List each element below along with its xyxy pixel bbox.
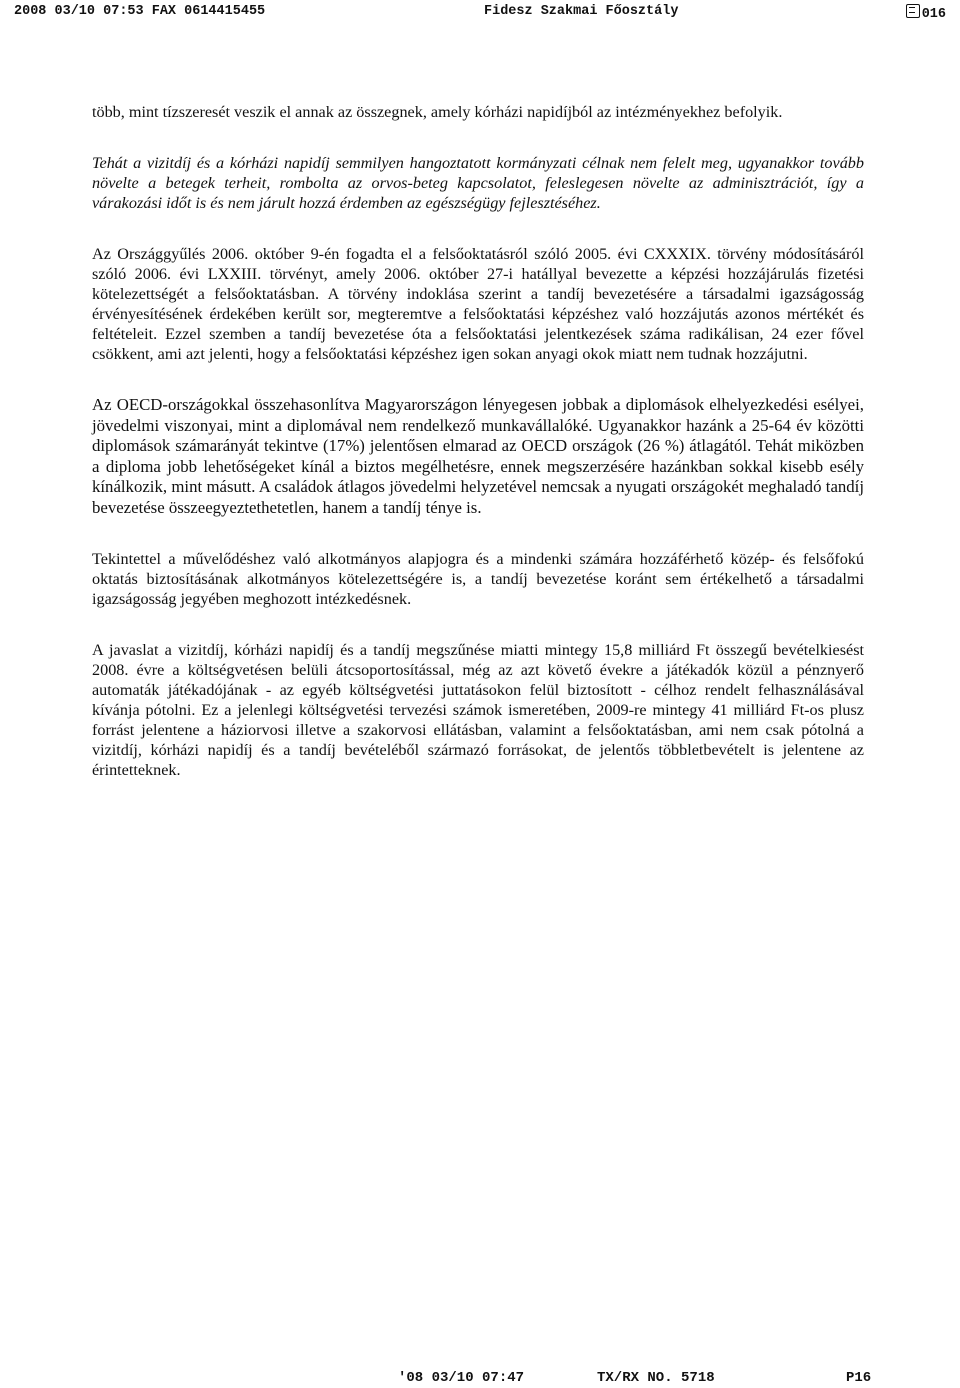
fax-footer-txrx-number: TX/RX NO. 5718: [597, 1370, 715, 1386]
paragraph-hospital-fee-continuation: több, mint tízszeresét veszik el annak az összegnek, amely kórházi napidíjból az intézményekhez befolyik.: [92, 103, 783, 121]
fax-footer-page: P16: [846, 1370, 872, 1386]
document-body: [92, 102, 864, 811]
paragraph-funding-proposal: A javaslat a vizitdíj, kórházi napidíj és a tandíj megszűnése miatti mintegy 15,8 milliárd Ft összegű bevételkiesést 2008. évre a költségvetésen belüli átcsoportosítással, még az azt követő évekre a játékadók közül a pénznyerő automaták játékadójának - az egyéb költségvetési juttatásokon felül biztosított - célhoz rendelt felhasználásával kívánja pótolni. Ez a jelenlegi költségvetési tervezési számok ismeretében, 2009-re mintegy 41 milliárd Ft-os plusz forrást jelentene a háziorvosi illetve a szakorvosi ellátásban, valamint a felsőoktatásban, ami nem csak pótolná a vizitdíj, kórházi napidíj és a tandíj bevételéből származó forrásokat, de jelentős többletbevételt is jelentene az érintetteknek.: [92, 641, 864, 779]
paragraph-tuition-law: Az Országgyűlés 2006. október 9-én fogadta el a felsőoktatásról szóló 2005. évi CXXXIX. törvény módosításáról szóló 2006. évi LXXIII. törvényt, amely 2006. október 27-i hatállyal bevezette a képzési hozzájárulás fizetési kötelezettségét a felsőoktatásban. A törvény indoklása szerint a tandíj bevezetésére a társadalmi igazságosság érvényesítésének érdekében került sor, megteremtve a felsőoktatási képzéshez való hozzájutás azonos mértékét és feltételeit. Ezzel szemben a tandíj bevezetése óta a felsőoktatási jelentkezések száma radikálisan, 24 ezer fővel csökkent, ami azt jelenti, hogy a felsőoktatási képzéshez igen sokan anyagi okok miatt nem tudnak hozzájutni.: [92, 245, 864, 363]
fax-sender-department: Fidesz Szakmai Főosztály: [484, 4, 679, 19]
fax-footer-time: '08 03/10 07:47: [398, 1370, 525, 1386]
fax-icon: [906, 4, 920, 18]
fax-datetime: 2008 03/10 07:53 FAX 0614415455: [14, 4, 266, 19]
paragraph-constitutional-right: Tekintettel a művelődéshez való alkotmányos alapjogra és a mindenki számára hozzáférhető közép- és felsőfokú oktatás biztosításának alkotmányos kötelezettségére is, a tandíj bevezetése koránt sem értékelhető a társadalmi igazságosság jegyében meghozott intézkedésnek.: [92, 550, 864, 608]
paragraph-visit-fee-summary: Tehát a vizitdíj és a kórházi napidíj semmilyen hangoztatott kormányzati célnak nem felelt meg, ugyanakkor tovább növelte a betegek terheit, rombolta az orvos-beteg kapcsolatot, feleslegesen növelte az adminisztrációt, így a várakozási időt is és nem járult hozzá érdemben az egészségügy fejlesztéséhez.: [92, 154, 864, 212]
fax-page-indicator: [906, 4, 946, 22]
fax-page-number: 016: [921, 7, 946, 22]
fax-footer: [0, 1370, 960, 1388]
paragraph-oecd-comparison: Az OECD-országokkal összehasonlítva Magyarországon lényegesen jobbak a diplomások elhelyezkedési esélyei, jövedelmi viszonyai, mint a diplomával nem rendelkező munkavállalóké. Ugyanakkor hazánk a 25-64 év közötti diplomások számarányát tekintve (17%) jelentősen elmarad az OECD országok (26 %) átlagától. Tehát miközben a diploma jobb lehetőségeket kínál a biztos megélhetésre, ennek megszerzésére hazánkban sokkal kisebb esély kínálkozik, mint másutt. A családok átlagos jövedelmi helyzetével nemcsak a nyugati országokét meghaladó tandíj bevezetése összeegyeztethetetlen, hanem a tandíj ténye is.: [92, 395, 864, 517]
fax-header: [14, 4, 946, 26]
